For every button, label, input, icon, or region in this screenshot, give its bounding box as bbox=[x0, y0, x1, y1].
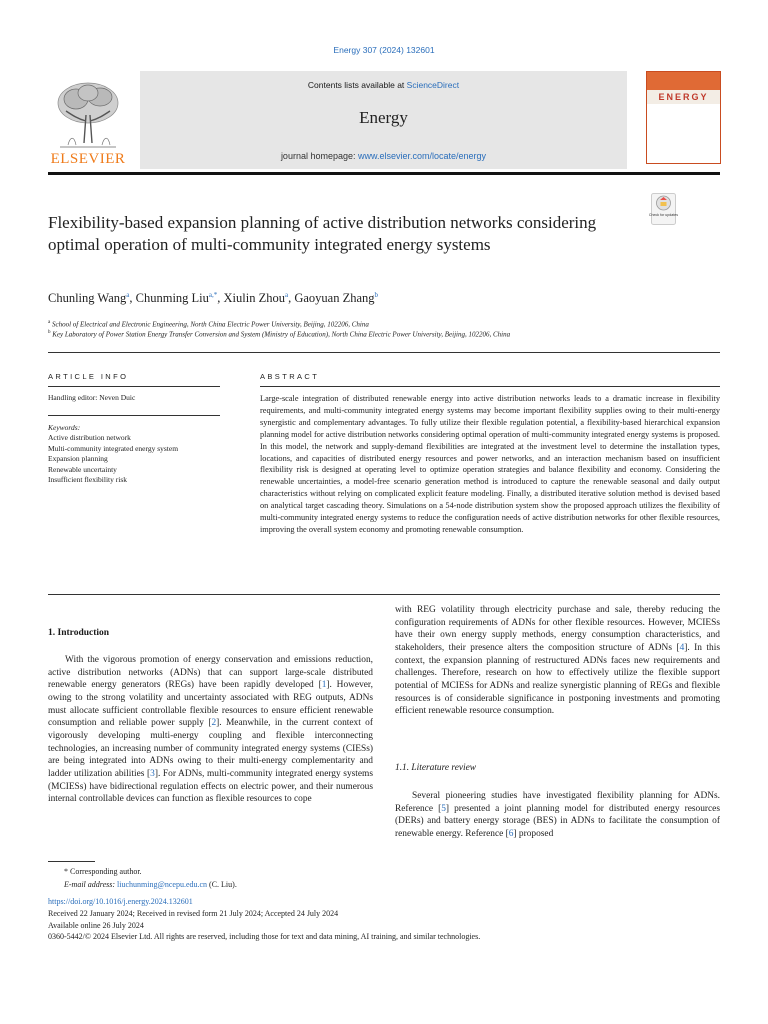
affiliation-text: Key Laboratory of Power Station Energy Transfer Conversion and System (Ministry of Education), North China Electric Power University, Beijing, 102206, China bbox=[52, 330, 511, 339]
reference-link[interactable]: 4 bbox=[679, 642, 685, 653]
doi-link[interactable]: https://doi.org/10.1016/j.energy.2024.132601 bbox=[48, 897, 193, 906]
paragraph-text: ]. However, owing to the strong volatility and uncertainty associated with REG outputs, ADNs must allocate sufficient controllable flexible resources to ensure efficient renewable consumption and reliable power supply [ bbox=[48, 680, 374, 729]
affiliation-a bbox=[48, 320, 728, 328]
author-affiliation-marker[interactable]: b bbox=[374, 291, 379, 299]
contents-prefix: Contents lists available at bbox=[307, 80, 407, 90]
reference-link[interactable]: 5 bbox=[441, 803, 446, 814]
paragraph-text: With the vigorous promotion of energy conservation and emissions reduction, active distribution networks (ADNs) that can support large-scale distributed renewable energy generators (REGs) have been rapidly developed [ bbox=[48, 655, 373, 691]
journal-cover-thumbnail[interactable] bbox=[646, 71, 721, 164]
corresponding-author-note: * Corresponding author. bbox=[64, 867, 142, 876]
abstract-bottom-rule bbox=[48, 594, 720, 595]
author-name[interactable]: Gaoyuan Zhang bbox=[294, 291, 375, 306]
email-link[interactable]: liuchunming@ncepu.edu.cn bbox=[117, 880, 208, 890]
article-info-rule bbox=[48, 386, 220, 387]
footnote-rule bbox=[48, 861, 95, 862]
author-name[interactable]: Chunming Liu bbox=[135, 291, 209, 306]
journal-citation[interactable]: Energy 307 (2024) 132601 bbox=[333, 45, 435, 55]
paragraph-text: ]. For ADNs, multi-community integrated energy systems (MCIESs) have bidirectional regulation effects on electric power, and their numerous internal controllable devices can function as flexible resources to cope bbox=[48, 768, 374, 805]
author-name[interactable]: Chunling Wang bbox=[48, 291, 127, 306]
sciencedirect-link[interactable]: ScienceDirect bbox=[406, 80, 460, 90]
introduction-paragraph-right bbox=[395, 604, 720, 718]
paragraph-text: with REG volatility through electricity purchase and sale, thereby reducing the configuration requirements of ADNs for other flexible resources. However, MCIESs have their own energy supply methods, energy consumption characteristics, and stakeholders, their presence alters the composition structure of ADNs [ bbox=[395, 605, 720, 653]
keyword-item: Renewable uncertainty bbox=[48, 464, 117, 474]
article-info-heading: ARTICLE INFO bbox=[48, 372, 129, 381]
journal-title: Energy bbox=[359, 108, 408, 127]
keywords-rule bbox=[48, 415, 220, 416]
article-title: Flexibility-based expansion planning of active distribution networks considering optimal operation of multi-community integrated energy systems bbox=[48, 213, 597, 254]
cover-title: ENERGY bbox=[647, 90, 720, 104]
copyright-notice: 0360-5442/© 2024 Elsevier Ltd. All rights are reserved, including those for text and data mining, AI training, and similar technologies. bbox=[48, 932, 481, 942]
subsection-heading-literature-review: 1.1. Literature review bbox=[395, 763, 477, 773]
reference-link[interactable]: 1 bbox=[321, 680, 327, 691]
journal-homepage-link[interactable]: www.elsevier.com/locate/energy bbox=[358, 151, 487, 161]
paragraph-text: Several pioneering studies have investigated flexibility planning for ADNs. Reference [ bbox=[395, 791, 720, 814]
email-label: E-mail address: bbox=[64, 880, 118, 890]
header-rule bbox=[48, 172, 720, 175]
publication-info bbox=[48, 896, 728, 943]
affiliation-b bbox=[48, 330, 728, 338]
keywords-label: Keywords: bbox=[48, 422, 81, 432]
paragraph-text: ]. In this context, the expansion planning of restructured ADNs faces new requirements and challenges. Therefore, research on how to effectively utilize the flexible support potential of MCIESs for ADNs and realize synergistic planning of REGs and flexible resources is of considerable significance in postponing investments and promoting efficient renewable resource consumption. bbox=[395, 642, 720, 717]
cover-body bbox=[647, 104, 720, 163]
reference-link[interactable]: 6 bbox=[508, 828, 514, 839]
literature-review-paragraph bbox=[395, 790, 720, 841]
paragraph-text: ] presented a joint planning model for distributed energy resources (DERs) and battery energy storage (BES) in ADNs to facilitate the consumption of renewable energy. Reference [ bbox=[395, 803, 720, 839]
reference-link[interactable]: 3 bbox=[150, 768, 155, 779]
author-affiliation-marker[interactable]: a,* bbox=[208, 291, 218, 299]
footnotes bbox=[48, 865, 728, 891]
affiliation-marker: a bbox=[48, 320, 51, 325]
author-affiliation-marker[interactable]: a bbox=[285, 291, 289, 299]
received-dates: Received 22 January 2024; Received in revised form 21 July 2024; Accepted 24 July 2024 bbox=[48, 908, 339, 918]
affiliation-text: School of Electrical and Electronic Engineering, North China Electric Power University, Beijing, 102206, China bbox=[51, 320, 369, 329]
section-heading-introduction: 1. Introduction bbox=[48, 628, 110, 638]
paragraph-text: ]. Meanwhile, in the current context of vigorously developing multi-energy coupling and flexible interconnecting technologies, an increasing number of community integrated energy systems (CIESs) are being integrated into ADNs owing to their multi-energy complementarity and ladder utilization abilities [ bbox=[48, 718, 373, 779]
affiliation-marker: b bbox=[48, 330, 51, 335]
homepage-prefix: journal homepage: bbox=[280, 151, 358, 161]
introduction-paragraph-left bbox=[48, 654, 373, 806]
available-online: Available online 26 July 2024 bbox=[48, 920, 144, 930]
abstract-heading: ABSTRACT bbox=[260, 372, 320, 381]
contents-line bbox=[140, 80, 627, 90]
check-for-updates-icon[interactable] bbox=[648, 193, 679, 225]
email-note bbox=[48, 878, 728, 891]
keyword-item: Active distribution network bbox=[48, 433, 131, 442]
affiliation-rule bbox=[48, 352, 720, 353]
check-updates-label: Check for updates bbox=[648, 213, 679, 217]
email-suffix: (C. Liu). bbox=[207, 880, 237, 890]
abstract-rule bbox=[260, 386, 720, 387]
keyword-item: Expansion planning bbox=[48, 454, 108, 463]
author-list: Chunling Wang$^a$, Chunming Liu$^{a,*}$, Xiulin Zhou$^a$, Gaoyuan Zhang$^b$ bbox=[48, 291, 379, 306]
handling-editor: Handling editor: Neven Duic bbox=[48, 393, 136, 402]
reference-link[interactable]: 2 bbox=[211, 718, 217, 729]
article-info-block bbox=[48, 393, 220, 486]
author-affiliation-marker[interactable]: a bbox=[126, 291, 130, 299]
keyword-item: Multi-community integrated energy system bbox=[48, 443, 179, 453]
abstract-text: Large-scale integration of distributed renewable energy into active distribution networks leads to a dramatic increase in flexibility requirements, and multi-community integrated energy systems may become important flexibility supplies owing to their multi-energy synergistic and complementary advantages. To fully utilize their flexible regulation potential, a flexibility-based hierarchical expansion planning model for active distribution networks considering optimal operation of multi-community integrated energy systems is proposed. In this model, the network and supply-demand flexibilities are integrated at the investment level to determine the installation types, locations, and capacities of distributed energy resources and power networks, and an interaction mechanism based on insufficient flexibility risk is designed at operating level to optimize operation strategies and balance flexibility and economy. Considering the renewable uncertainties, a model-free scenario generation method is introduced to capture the renewable seasonal and daily output characteristics without relying on complicated explicit feature modeling. Finally, a distributed iterative solution method is devised based on analytical target cascading theory. Simulations on a 54-node distribution system show the proposed approach utilizes the flexibility of multi-community integrated energy systems to reduce the configuration needs of active distribution networks for other flexible resources, improving the overall system economy and promoting renewable consumption. bbox=[260, 394, 720, 534]
author-name[interactable]: Xiulin Zhou bbox=[223, 291, 285, 306]
elsevier-wordmark: ELSEVIER bbox=[50, 151, 126, 167]
keyword-item: Insufficient flexibility risk bbox=[48, 475, 128, 484]
homepage-line bbox=[140, 151, 627, 161]
paragraph-text: ] proposed bbox=[513, 828, 554, 839]
